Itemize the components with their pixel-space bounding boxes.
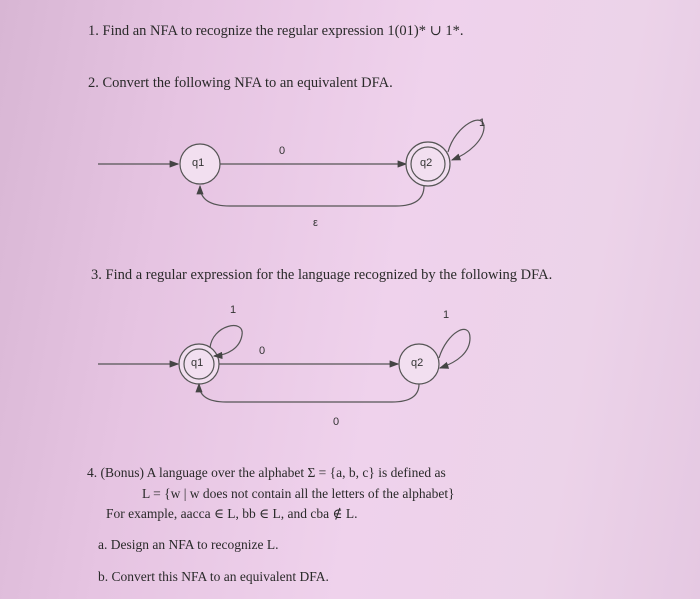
question-2: 2. Convert the following NFA to an equivalent DFA. [88, 75, 393, 91]
question-4-line1: 4. (Bonus) A language over the alphabet Σ = {a, b, c} is defined as [87, 465, 446, 480]
nfa-state-q2-label: q2 [420, 157, 433, 169]
question-4-line3: For example, aacca ∈ L, bb ∈ L, and cba ∉ L. [106, 506, 358, 521]
dfa-edge-q2-q1 [199, 384, 419, 402]
dfa-loop-q2 [439, 329, 470, 368]
nfa-state-q1-label: q1 [192, 157, 205, 169]
question-1: 1. Find an NFA to recognize the regular expression 1(01)* ∪ 1*. [88, 23, 464, 39]
nfa-label-loop: 1 [479, 117, 486, 129]
dfa-state-q2-label: q2 [411, 357, 424, 369]
dfa-state-q1-label: q1 [191, 357, 204, 369]
nfa-label-top: 0 [279, 145, 286, 157]
nfa-label-bottom: ε [313, 217, 318, 229]
question-3: 3. Find a regular expression for the language recognized by the following DFA. [91, 267, 553, 283]
dfa-label-top: 0 [259, 345, 266, 357]
dfa-label-bottom: 0 [333, 416, 340, 428]
question-4b: b. Convert this NFA to an equivalent DFA. [98, 569, 329, 584]
dfa-label-loop-q2: 1 [443, 309, 450, 321]
question-4a: a. Design an NFA to recognize L. [98, 537, 279, 552]
question-4-line2: L = {w | w does not contain all the letters of the alphabet} [142, 486, 455, 501]
nfa-edge-q2-q1 [200, 186, 424, 206]
dfa-label-loop-q1: 1 [230, 304, 237, 316]
